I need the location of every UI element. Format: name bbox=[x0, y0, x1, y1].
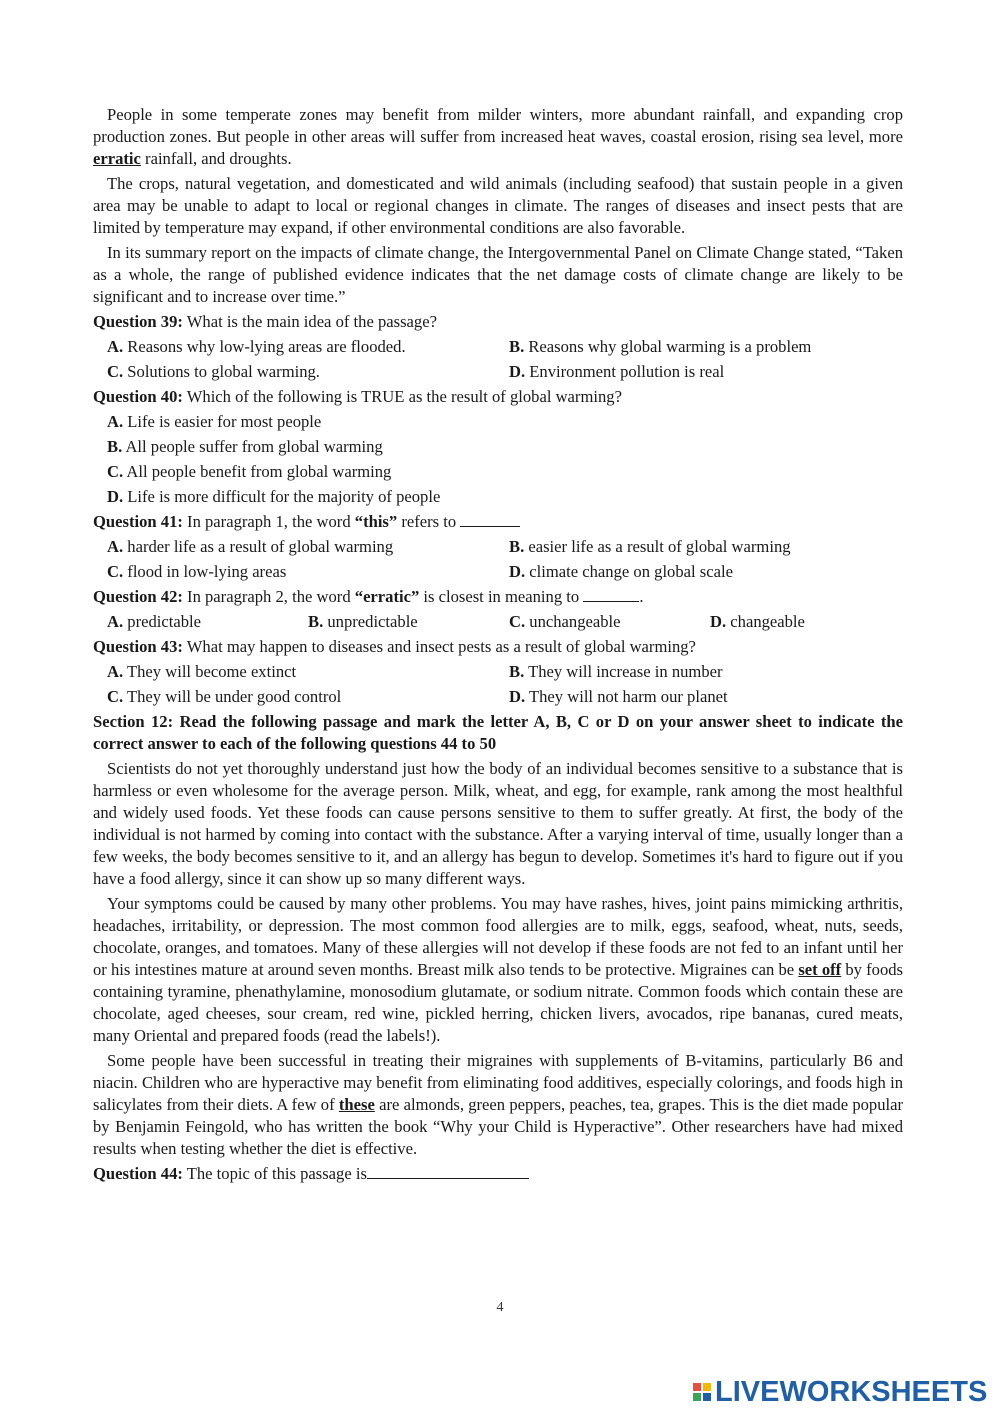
paragraph-text: rainfall, and droughts. bbox=[140, 149, 292, 168]
option-c[interactable]: C. unchangeable bbox=[509, 612, 621, 631]
passage-paragraph bbox=[93, 104, 903, 170]
paragraph-text: People in some temperate zones may benefit from milder winters, more abundant rainfall, and expanding crop production zones. But people in other areas will suffer from increased heat waves, coastal erosion, rising sea level, more bbox=[93, 105, 903, 146]
options-row bbox=[93, 461, 903, 486]
question-41: Question 41: In paragraph 1, the word “this” refers to bbox=[93, 511, 903, 536]
options-row bbox=[93, 686, 903, 711]
question-44 bbox=[93, 1163, 903, 1188]
question-text: What is the main idea of the passage? bbox=[182, 312, 437, 331]
options-row bbox=[93, 436, 903, 461]
question-label: Question 42: bbox=[93, 587, 183, 606]
question-keyword: “this” bbox=[354, 512, 398, 531]
option-a[interactable]: A. They will become extinct bbox=[107, 662, 297, 681]
highlighted-keyword: these bbox=[338, 1095, 375, 1114]
page-number: 4 bbox=[496, 1300, 504, 1315]
question-label: Question 41: bbox=[93, 512, 183, 531]
question-label: Question 40: bbox=[93, 387, 183, 406]
section-heading: Section 12: Read the following passage and mark the letter A, B, C or D on your answer sheet to indicate the correct answer to each of the following questions 44 to 50 bbox=[93, 712, 903, 753]
answer-blank[interactable] bbox=[367, 1164, 529, 1179]
passage-paragraph: Your symptoms could be caused by many other problems. You may have rashes, hives, joint pains mimicking arthritis, headaches, irritability, or depression. The most common food allergies are to milk, eggs, seafood, wheat, nuts, seeds, chocolate, oranges, and tomatoes. Many of these allergies will not develop if these foods are not fed to an infant until her or his intestines mature at around seven months. Breast milk also tends to be protective. Migraines can be set off by foods containing tyramine, phenathylamine, monosodium glutamate, or sodium nitrate. Common foods which contain these are chocolate, aged cheeses, sour cream, red wine, pickled herring, chicken livers, avocados, ripe bananas, cured meats, many Oriental and prepared foods (read the labels!). bbox=[93, 894, 903, 1045]
options-row bbox=[93, 486, 903, 511]
option-d[interactable]: D. They will not harm our planet bbox=[509, 687, 728, 706]
passage-paragraph: The crops, natural vegetation, and domesticated and wild animals (including seafood) that sustain people in a given area may be unable to adapt to local or regional changes in climate. The ranges of diseases and insect pests that are limited by temperature may expand, if other environmental conditions are also favorable. bbox=[93, 174, 903, 237]
options-row bbox=[93, 336, 903, 361]
logo-icon bbox=[693, 1383, 711, 1401]
option-c[interactable]: C. All people benefit from global warming bbox=[107, 462, 392, 481]
option-c[interactable]: C. flood in low-lying areas bbox=[107, 562, 287, 581]
option-b[interactable]: B. Reasons why global warming is a problem bbox=[509, 337, 812, 356]
option-b[interactable]: B. All people suffer from global warming bbox=[107, 437, 383, 456]
option-d[interactable]: D. Environment pollution is real bbox=[509, 362, 725, 381]
options-row bbox=[93, 561, 903, 586]
option-a[interactable]: A. harder life as a result of global warming bbox=[107, 537, 394, 556]
brand-name: LIVEWORKSHEETS bbox=[715, 1375, 988, 1408]
answer-blank[interactable] bbox=[460, 512, 520, 527]
passage-paragraph: Scientists do not yet thoroughly understand just how the body of an individual becomes sensitive to a substance that is harmless or even wholesome for the average person. Milk, wheat, and egg, for example, rank among the most healthful and widely used foods. Yet these foods can cause persons sensitive to them to suffer greatly. At first, the body of the individual is not harmed by coming into contact with the substance. After a varying interval of time, usually longer than a few weeks, the body becomes sensitive to it, and an allergy has begun to develop. Sometimes it's hard to figure out if you have a food allergy, since it can show up so many different ways. bbox=[93, 759, 903, 888]
question-39 bbox=[93, 311, 903, 336]
question-label: Question 44: bbox=[93, 1164, 183, 1183]
option-a[interactable]: A. Life is easier for most people bbox=[107, 412, 322, 431]
options-row bbox=[93, 661, 903, 686]
options-row bbox=[93, 536, 903, 561]
answer-blank[interactable] bbox=[583, 587, 639, 602]
options-row bbox=[93, 361, 903, 386]
highlighted-keyword: set off bbox=[798, 960, 842, 979]
question-43 bbox=[93, 636, 903, 661]
question-keyword: “erratic” bbox=[354, 587, 420, 606]
question-label: Question 39: bbox=[93, 312, 183, 331]
options-row bbox=[93, 411, 903, 436]
option-c[interactable]: C. They will be under good control bbox=[107, 687, 342, 706]
passage-paragraph: In its summary report on the impacts of climate change, the Intergovernmental Panel on Climate Change stated, “Taken as a whole, the range of published evidence indicates that the net damage costs of climate change are likely to be significant and to increase over time.” bbox=[93, 243, 903, 306]
option-b[interactable]: B. easier life as a result of global warming bbox=[509, 537, 791, 556]
option-b[interactable]: B. They will increase in number bbox=[509, 662, 723, 681]
worksheet-page bbox=[93, 104, 903, 1188]
question-text: What may happen to diseases and insect pests as a result of global warming? bbox=[182, 637, 696, 656]
option-d[interactable]: D. changeable bbox=[710, 612, 805, 631]
question-text: The topic of this passage is bbox=[182, 1164, 367, 1183]
question-label: Question 43: bbox=[93, 637, 183, 656]
passage-paragraph: Some people have been successful in treating their migraines with supplements of B-vitamins, particularly B6 and niacin. Children who are hyperactive may benefit from eliminating food additives, especially colorings, and foods high in salicylates from their diets. A few of these are almonds, green peppers, peaches, tea, grapes. This is the diet made popular by Benjamin Feingold, who has written the book “Why your Child is Hyperactive”. Other researchers have had mixed results when testing whether the diet is effective. bbox=[93, 1051, 904, 1158]
question-42: Question 42: In paragraph 2, the word “erratic” is closest in meaning to . bbox=[93, 587, 644, 606]
option-a[interactable]: A. Reasons why low-lying areas are flooded. bbox=[107, 337, 406, 356]
highlighted-keyword: erratic bbox=[93, 149, 141, 168]
question-text: Which of the following is TRUE as the result of global warming? bbox=[182, 387, 622, 406]
options-row bbox=[93, 611, 903, 636]
option-d[interactable]: D. Life is more difficult for the majority of people bbox=[107, 487, 441, 506]
option-c[interactable]: C. Solutions to global warming. bbox=[107, 362, 320, 381]
liveworksheets-logo bbox=[693, 1374, 987, 1410]
option-b[interactable]: B. unpredictable bbox=[308, 612, 418, 631]
question-40 bbox=[93, 386, 903, 411]
option-a[interactable]: A. predictable bbox=[107, 612, 201, 631]
option-d[interactable]: D. climate change on global scale bbox=[509, 562, 733, 581]
